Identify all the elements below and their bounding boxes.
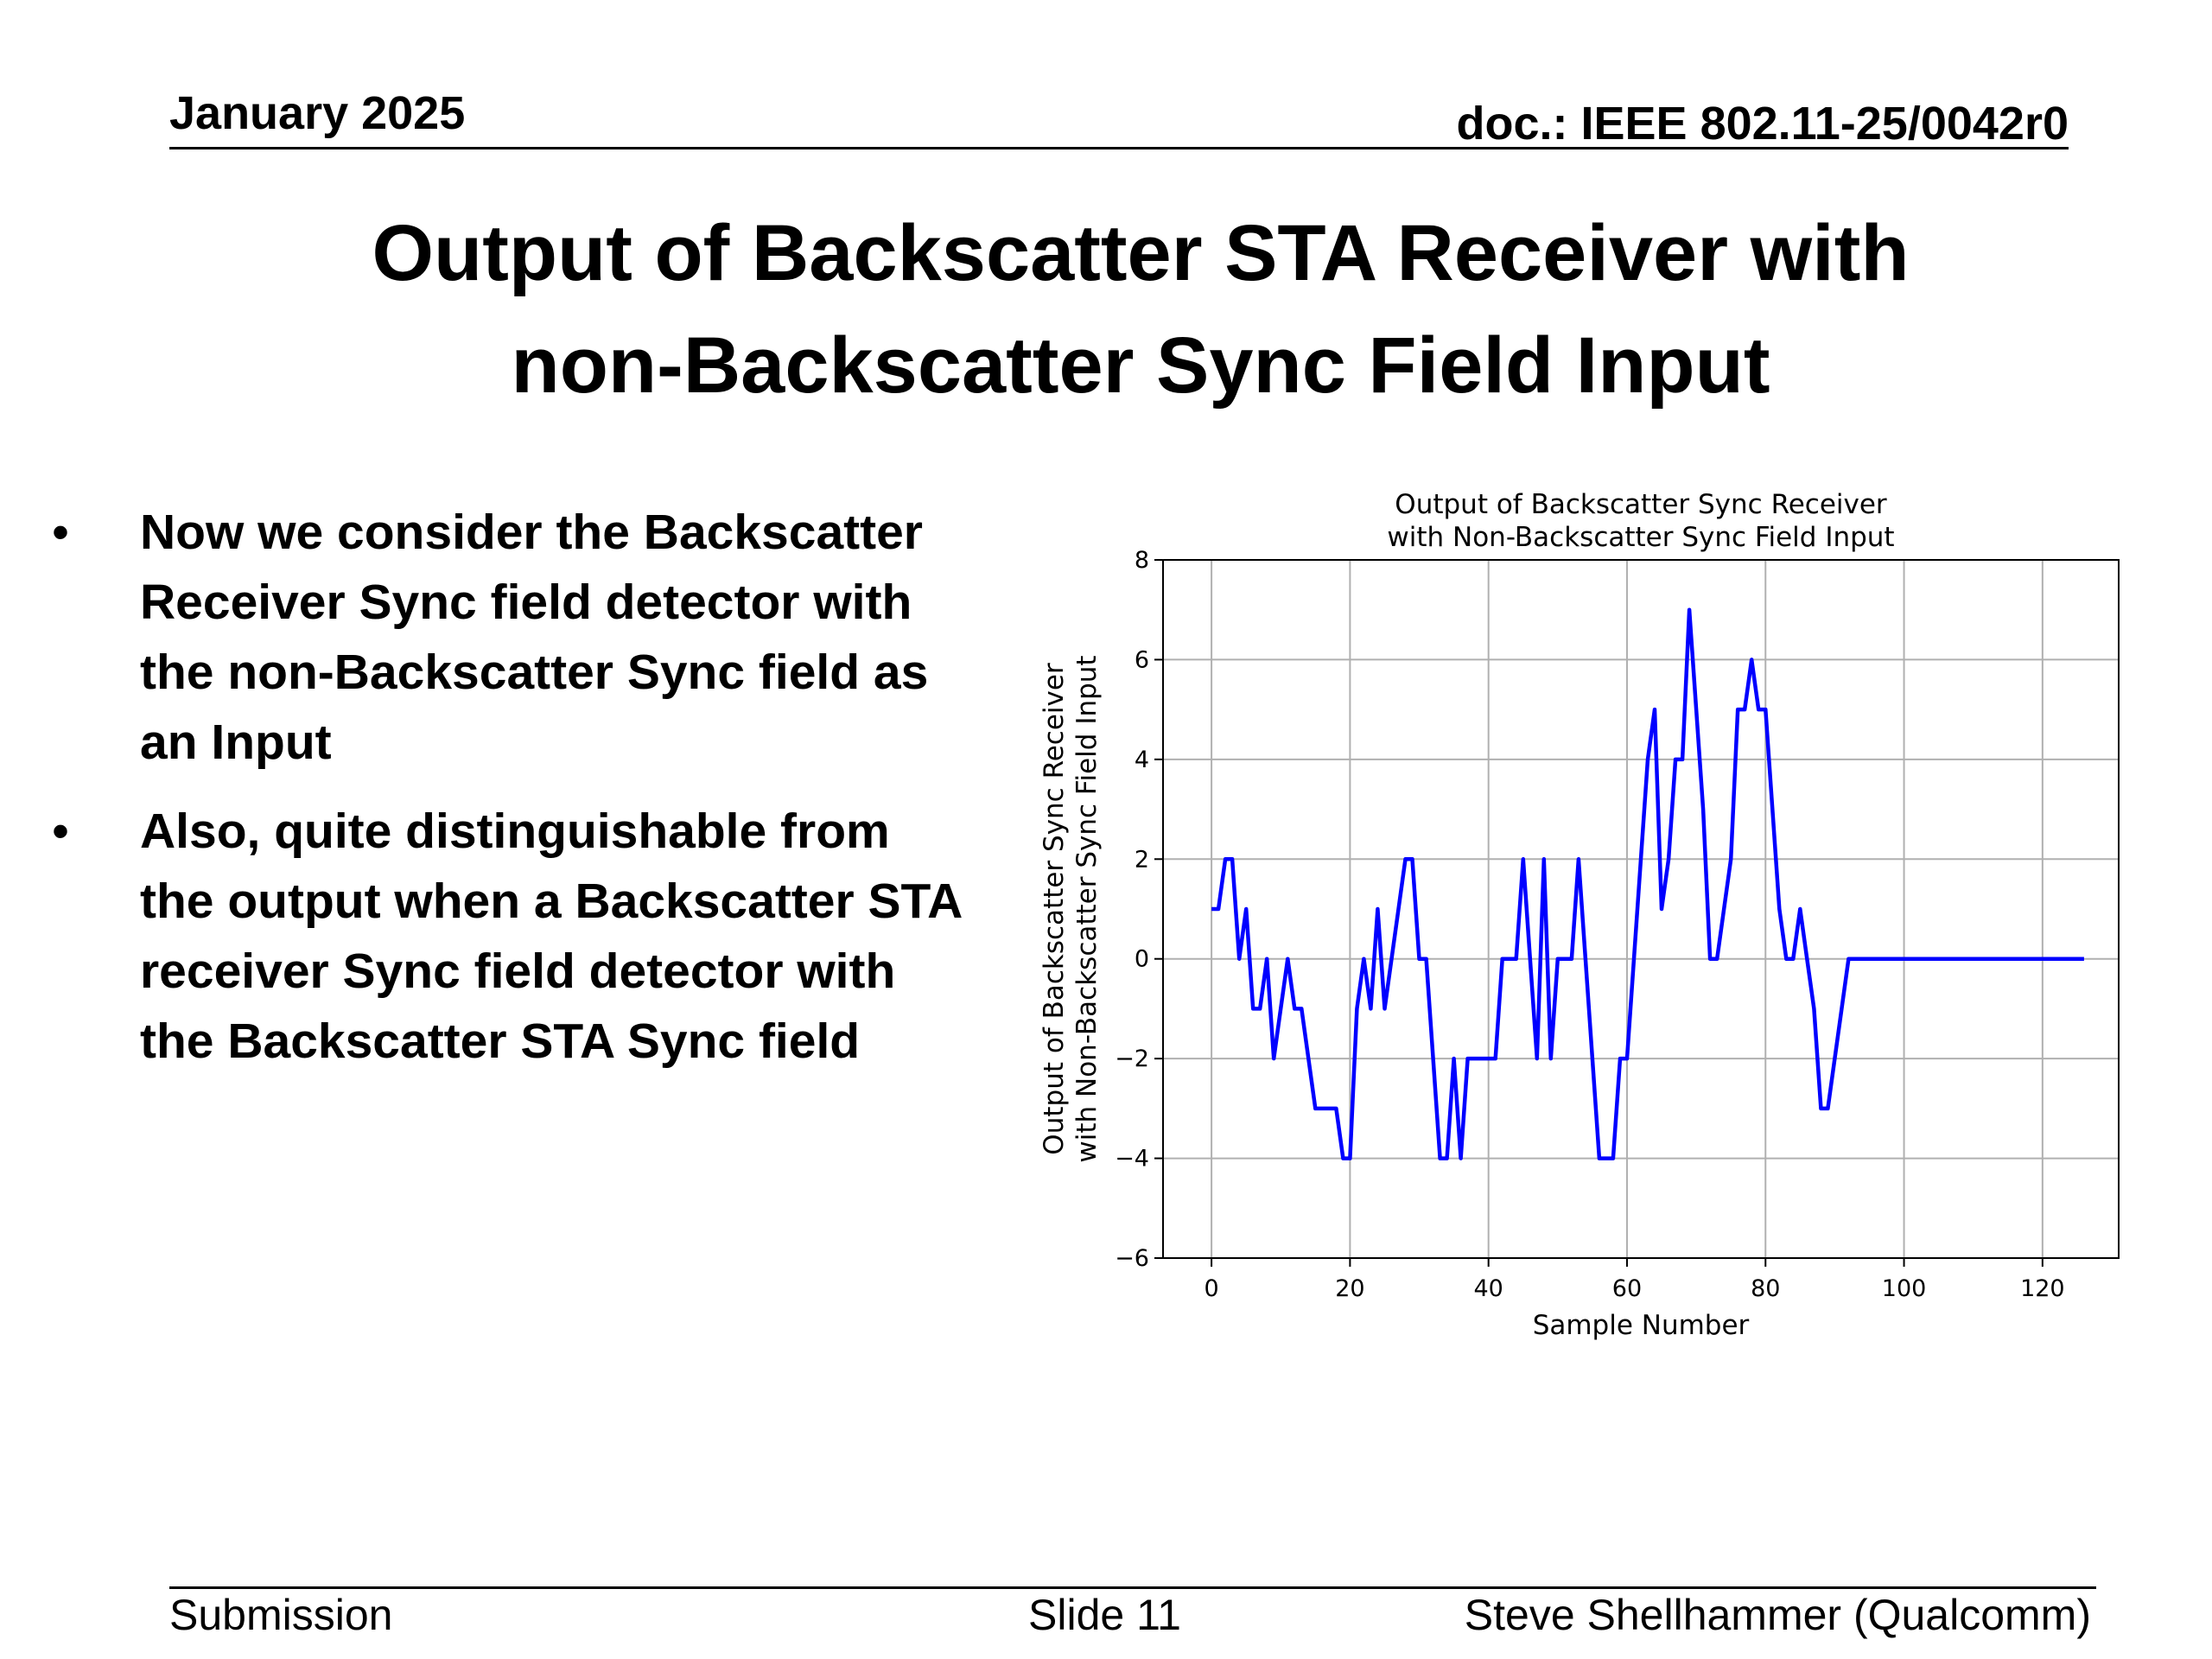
y-axis-label-line-1: Output of Backscatter Sync Receiver [1039, 663, 1070, 1155]
chart-title-line-1: Output of Backscatter Sync Receiver [1395, 489, 1887, 520]
header-divider [169, 147, 2069, 149]
x-tick-label: 120 [2020, 1275, 2065, 1302]
bullet-list [52, 498, 968, 1096]
footer-submission: Submission [169, 1591, 393, 1639]
slide-title-line-1: Output of Backscatter STA Receiver with [372, 209, 1910, 297]
bullet-text: Also, quite distinguishable from the output when a Backscatter STA receiver Sync field detector with the Backscatter STA Sync field [140, 804, 962, 1069]
y-tick-label: −4 [1115, 1145, 1149, 1173]
chart-title-line-2: with Non-Backscatter Sync Field Input [1387, 522, 1895, 553]
bullet-item [52, 797, 968, 1077]
slide-title [225, 197, 2056, 422]
y-axis-label-line-2: with Non-Backscatter Sync Field Input [1071, 655, 1103, 1163]
x-tick-label: 100 [1881, 1275, 1927, 1302]
bullet-marker: • [52, 505, 69, 560]
footer-author: Steve Shellhammer (Qualcomm) [1464, 1591, 2091, 1639]
slide-title-line-2: non-Backscatter Sync Field Input [511, 321, 1770, 410]
bullet-item [52, 498, 968, 778]
footer-divider [169, 1586, 2096, 1589]
header-doc-id: doc.: IEEE 802.11-25/0042r0 [1456, 98, 2069, 149]
y-tick-label: 8 [1134, 547, 1149, 574]
line-chart [1020, 474, 2143, 1355]
x-tick-label: 20 [1335, 1275, 1365, 1302]
header-date: January 2025 [169, 87, 466, 139]
y-tick-label: −2 [1115, 1046, 1149, 1073]
y-tick-label: 4 [1134, 746, 1149, 773]
bullet-text: Now we consider the Backscatter Receiver Sync field detector with the non-Backscatter Sync field as an Input [140, 505, 929, 770]
x-tick-label: 0 [1204, 1275, 1219, 1302]
x-tick-label: 60 [1611, 1275, 1643, 1302]
y-tick-label: 6 [1134, 646, 1149, 674]
y-tick-label: −6 [1115, 1245, 1149, 1272]
y-tick-label: 2 [1134, 846, 1149, 874]
bullet-marker: • [52, 804, 69, 859]
x-axis-label: Sample Number [1532, 1310, 1750, 1341]
footer-slide-number: Slide 11 [1028, 1591, 1181, 1639]
series-line [1211, 610, 2084, 1159]
x-tick-label: 80 [1751, 1275, 1781, 1302]
x-tick-label: 40 [1473, 1275, 1503, 1302]
plot-frame [1163, 560, 2119, 1258]
y-tick-label: 0 [1134, 945, 1149, 973]
